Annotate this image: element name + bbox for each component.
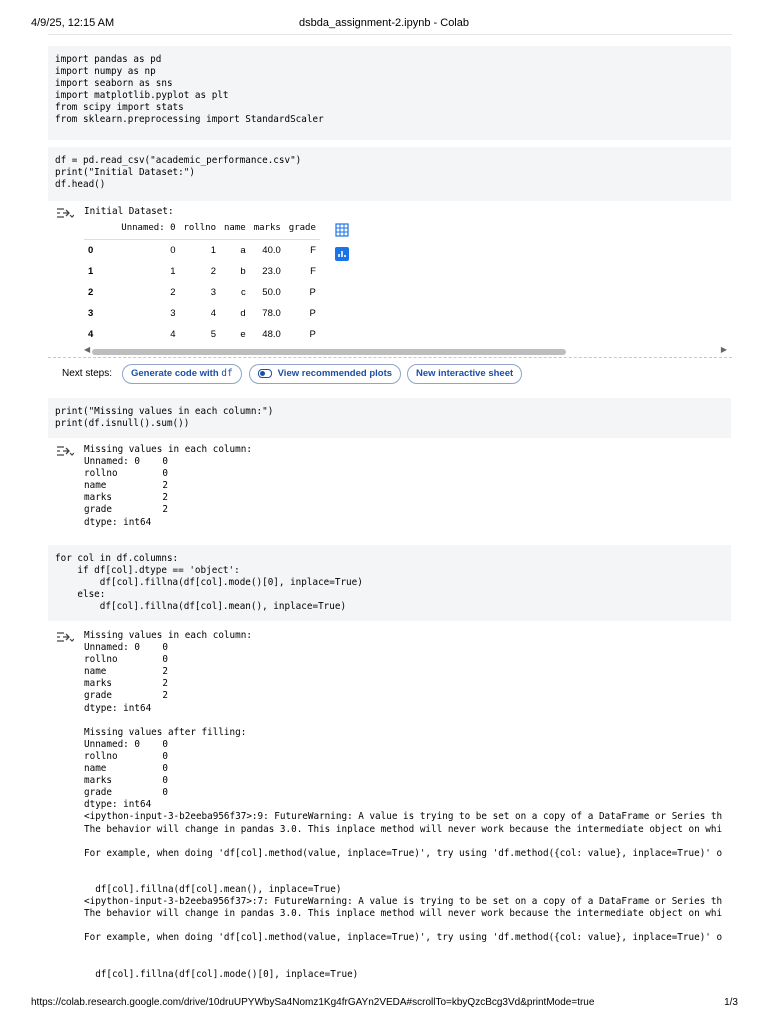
code-cell-fillna[interactable] <box>48 545 731 621</box>
cell-grade: P <box>309 308 316 319</box>
table-row <box>84 261 320 282</box>
table-header-row <box>84 221 320 240</box>
toggle-icon <box>258 369 272 378</box>
dataframe-table-wrapper <box>84 221 320 345</box>
section-divider <box>48 357 732 358</box>
dataframe-table <box>84 221 320 345</box>
cell-unnamed: 4 <box>170 329 176 340</box>
scroll-left-arrow-icon[interactable]: ◀ <box>84 345 91 354</box>
print-datetime: 4/9/25, 12:15 AM <box>31 17 115 29</box>
table-icon[interactable] <box>335 223 349 237</box>
code-text: for col in df.columns: if df[col].dtype == 'object': df[col].fillna(df[col].mode()[0], inplace=True) else: df[col].fillna(df[col].mean(), inplace=True) <box>55 553 363 613</box>
header-divider <box>48 34 732 35</box>
cell-name: c <box>240 287 246 298</box>
scroll-right-arrow-icon[interactable]: ▶ <box>720 345 727 354</box>
cell-name: b <box>240 266 246 277</box>
code-cell-read-csv[interactable] <box>48 147 731 201</box>
cell-unnamed: 2 <box>170 287 176 298</box>
output-text: Missing values in each column: Unnamed: 0 0 rollno 0 name 2 marks 2 grade 2 dtype: int64 Missing values after filling: Unnamed: 0 0 rollno 0 name 0 marks 0 grade 0 dtype: int64 <ipython-input-3-b2eeba956f37>:9: FutureWarning: A value is trying to be set on a copy of a DataFrame or Series th The behavior will change in pandas 3.0. This inplace method will never work because the intermediate object on whi For example, when doing 'df[col].method(value, inplace=True)', try using 'df.method({col: value}, inplace=True)' o df[col].fillna(df[col].mean(), inplace=True) <ipython-input-3-b2eeba956f37>:7: FutureWarning: A value is trying to be set on a copy of a DataFrame or Series th The behavior will change in pandas 3.0. This inplace method will never work because the intermediate object on whi For example, when doing 'df[col].method(value, inplace=True)', try using 'df.method({col: value}, inplace=True)' o df[col].fillna(df[col].mode()[0], inplace=True) <box>84 630 723 980</box>
output-arrow-icon[interactable] <box>54 206 74 220</box>
code-text: df = pd.read_csv("academic_performance.csv") print("Initial Dataset:") df.head() <box>55 155 302 191</box>
cell-grade: P <box>309 287 316 298</box>
cell-marks: 40.0 <box>262 245 281 256</box>
print-header <box>0 17 768 31</box>
cell-name: a <box>240 245 246 256</box>
cell-name: e <box>240 329 246 340</box>
cell-marks: 23.0 <box>262 266 281 277</box>
column-header: grade <box>285 221 320 240</box>
cell-rollno: 4 <box>210 308 216 319</box>
cell-rollno: 1 <box>210 245 216 256</box>
column-header: Unnamed: 0 <box>117 221 179 240</box>
row-index: 4 <box>88 329 94 340</box>
page-number: 1/3 <box>724 997 738 1008</box>
column-header: marks <box>250 221 285 240</box>
new-sheet-label: New interactive sheet <box>416 368 514 379</box>
row-index: 1 <box>88 266 94 277</box>
cell-unnamed: 3 <box>170 308 176 319</box>
view-plots-label: View recommended plots <box>277 368 393 379</box>
cell-rollno: 2 <box>210 266 216 277</box>
cell-rollno: 3 <box>210 287 216 298</box>
cell-grade: F <box>310 245 316 256</box>
cell-output-missing <box>54 444 731 529</box>
cell-grade: P <box>309 329 316 340</box>
output-arrow-icon[interactable] <box>54 630 74 644</box>
print-title: dsbda_assignment-2.ipynb - Colab <box>299 17 469 29</box>
cell-output-dataset <box>54 206 731 218</box>
cell-grade: F <box>310 266 316 277</box>
cell-output-fillna <box>54 630 731 981</box>
code-cell-imports[interactable] <box>48 46 731 140</box>
output-arrow-icon[interactable] <box>54 444 74 458</box>
table-row <box>84 240 320 262</box>
print-url: https://colab.research.google.com/drive/10druUPYWbySa4Nomz1Kg4frGAYn2VEDA#scrollTo=kbyQzcBcg3Vd&printMode=true <box>31 997 595 1008</box>
row-index: 3 <box>88 308 94 319</box>
new-interactive-sheet-button[interactable] <box>407 364 522 384</box>
generate-code-label: Generate code with <box>131 368 219 379</box>
scrollbar-thumb[interactable] <box>92 349 566 355</box>
code-cell-missing-values[interactable] <box>48 398 731 438</box>
table-row <box>84 324 320 345</box>
horizontal-scrollbar[interactable] <box>84 345 727 356</box>
column-header: rollno <box>179 221 220 240</box>
cell-marks: 50.0 <box>262 287 281 298</box>
cell-unnamed: 0 <box>170 245 176 256</box>
output-text: Initial Dataset: <box>84 206 174 217</box>
bar-chart-icon[interactable] <box>335 247 349 261</box>
cell-marks: 48.0 <box>262 329 281 340</box>
table-row <box>84 282 320 303</box>
print-footer <box>0 997 768 1011</box>
table-row <box>84 303 320 324</box>
output-text: Missing values in each column: Unnamed: 0 0 rollno 0 name 2 marks 2 grade 2 dtype: int64 <box>84 444 252 528</box>
cell-marks: 78.0 <box>262 308 281 319</box>
row-index: 2 <box>88 287 94 298</box>
index-header <box>84 221 117 240</box>
column-header: name <box>220 221 250 240</box>
next-steps-label: Next steps: <box>62 368 113 379</box>
cell-unnamed: 1 <box>170 266 176 277</box>
code-text: print("Missing values in each column:") print(df.isnull().sum()) <box>55 406 274 430</box>
view-recommended-plots-button[interactable] <box>249 364 401 384</box>
generate-code-button[interactable] <box>122 364 242 384</box>
cell-name: d <box>240 308 246 319</box>
cell-rollno: 5 <box>210 329 216 340</box>
code-text: import pandas as pd import numpy as np import seaborn as sns import matplotlib.pyplot as plt from scipy import stats from sklearn.preprocessing import StandardScaler <box>55 54 324 126</box>
generate-code-variable: df <box>221 368 233 379</box>
row-index: 0 <box>88 245 94 256</box>
